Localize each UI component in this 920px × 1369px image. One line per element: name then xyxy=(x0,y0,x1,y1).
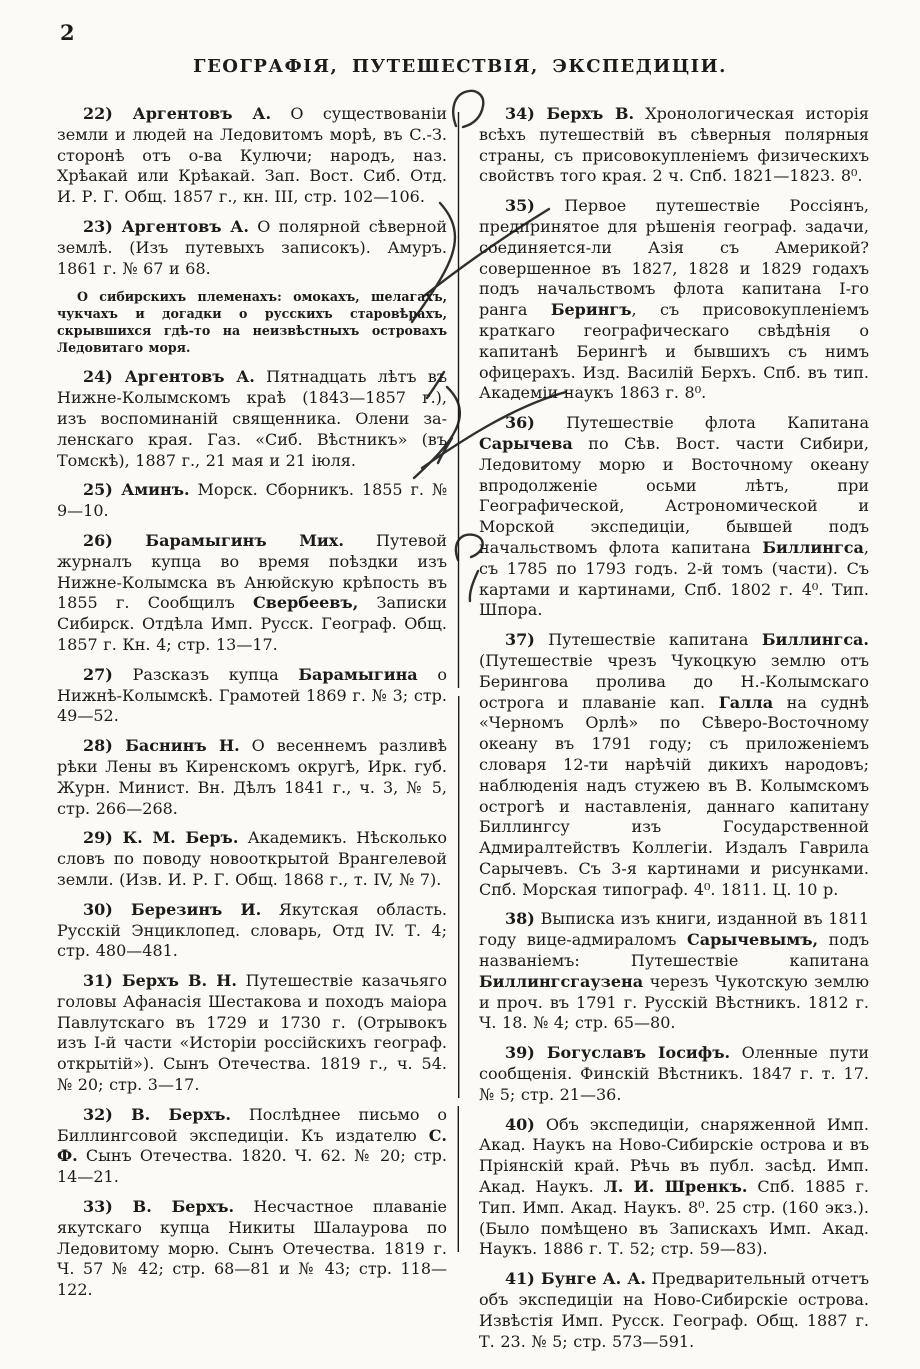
right-column xyxy=(479,104,869,1361)
entry-22: 22) Аргентовъ А. О существованіи земли и людей на Ледовитомъ морѣ, въ С.-З. сторонѣ отъ о-ва Кулючи; народъ, наз. Хрѣакай или Крѣакай. Зап. Вост. Сиб. Отд. И. Р. Г. Общ. 1857 г., кн. III, стр. 102—106. xyxy=(57,104,448,207)
entry-35: 35) Первое путешествіе Россіянъ, предпринятое для рѣшенія географ. задачи, соединяется-ли Азія съ Америкой? совершенное въ 1827, 1828 и 1829 годахъ подъ начальствомъ флота капитана I-го ранга Берингъ, съ присовокупленіемъ краткаго географическаго свѣдѣнія о капитанѣ Берингѣ и бывшихъ съ нимъ офицерахъ. Изд. Василій Берхъ. Спб. въ тип. Академіи наукъ 1863 г. 8⁰. xyxy=(479,196,870,403)
entry-24: 24) Аргентовъ А. Пятнадцать лѣтъ въ Нижне-Колымскомъ краѣ (1843—1857 г.), изъ воспоминаній священника. Олени за-ленскаго края. Газ. «Сиб. Вѣстникъ» (въ Томскѣ), 1887 г., 21 мая и 21 іюля. xyxy=(57,367,447,470)
note-note-23: О сибирскихъ племенахъ: омокахъ, шелагахъ, чукчахъ и догадки о русскихъ старовѣрахъ, скрывшихся гдѣ-то на неизвѣстныхъ островахъ Ледовитаго моря. xyxy=(57,289,447,356)
entry-25: 25) Аминъ. Морск. Сборникъ. 1855 г. № 9—10. xyxy=(57,480,447,521)
entry-31: 31) Берхъ В. Н. Путешествіе казачьяго головы Афанасія Шестакова и походъ маіора Павлутскаго въ 1729 и 1730 г. (Отрывокъ изъ I-й части «Исторіи россійскихъ географ. открытій»). Сынъ Отечества. 1819 г., ч. 54. № 20; стр. 3—17. xyxy=(57,971,447,1095)
entry-34: 34) Берхъ В. Хронологическая исторія всѣхъ путешествій въ сѣверныя полярныя страны, съ присовокупленіемъ физическихъ свойствъ того края. 2 ч. Спб. 1821—1823. 8⁰. xyxy=(479,104,870,186)
entry-37: 37) Путешествіе капитана Биллингса. (Путешествіе чрезъ Чукоцкую землю отъ Берингова пролива до Н.-Колымскаго острога и плаваніе кап. Галла на суднѣ «Черномъ Орлѣ» по Сѣверо-Восточному океану въ 1791 году; съ приложеніемъ словаря 12-ти нарѣчій дикихъ народовъ; наблюденія надъ стужею въ В. Колымскомъ острогѣ и наставленія, даннаго капитану Биллингсу изъ Государственной Адмиралтействъ Коллегіи. Издалъ Гаврила Сарычевъ. Съ 3-я картинами и рисунками. Спб. Морская типограф. 4⁰. 1811. Ц. 10 р. xyxy=(479,630,870,899)
entry-36: 36) Путешествіе флота Капитана Сарычева по Сѣв. Вост. части Сибири, Ледовитому морю и Восточному океану впродолженіе осьми лѣтъ, при Географической, Астрономической и Морской экспедиціи, бывшей подъ начальствомъ флота капитана Биллингса, съ 1785 по 1793 годъ. 2-й томъ (части). Съ картами и картинами, Спб. 1802 г. 4⁰. Тип. Шпора. xyxy=(479,413,869,620)
entry-26: 26) Барамыгинъ Мих. Путевой журналъ купца во время поѣздки изъ Нижне-Колымска въ Анюйскую крѣпость въ 1855 г. Сообщилъ Свербеевъ, Записки Сибирск. Отдѣла Имп. Русск. Географ. Общ. 1857 г. Кн. 4; стр. 13—17. xyxy=(57,530,448,654)
entry-40: 40) Объ экспедиціи, снаряженной Имп. Акад. Наукъ на Ново-Сибирскіе острова и въ Пріянскій край. Рѣчь въ публ. засѣд. Имп. Акад. Наукъ. Л. И. Шренкъ. Спб. 1885 г. Тип. Имп. Акад. Наукъ. 8⁰. 25 стр. (160 экз.). (Было помѣщено въ Запискахъ Имп. Акад. Наукъ. 1886 г. Т. 52; стр. 59—83). xyxy=(479,1114,870,1259)
entry-27: 27) Разсказъ купца Барамыгина о Нижнѣ-Колымскѣ. Грамотей 1869 г. № 3; стр. 49—52. xyxy=(57,664,447,726)
page-title: ГЕОГРАФІЯ, ПУТЕШЕСТВІЯ, ЭКСПЕДИЦІИ. xyxy=(193,56,727,77)
entry-41: 41) Бунге А. А. Предварительный отчетъ объ экспедиціи на Ново-Сибирскіе острова. Извѣстія Имп. Русск. Географ. Общ. 1887 г. Т. 23. № 5; стр. 573—591. xyxy=(479,1269,869,1351)
entry-32: 32) В. Берхъ. Послѣднее письмо о Биллингсовой экспедиціи. Къ издателю С. Ф. Сынъ Отечества. 1820. Ч. 62. № 20; стр. 14—21. xyxy=(57,1104,447,1187)
entry-28: 28) Баснинъ Н. О весеннемъ разливѣ рѣки Лены въ Киренскомъ округѣ, Ирк. губ. Журн. Минист. Вн. Дѣлъ 1841 г., ч. 3, № 5, стр. 266—268. xyxy=(57,736,447,818)
entry-38: 38) Выписка изъ книги, изданной въ 1811 году вице-адмираломъ Сарычевымъ, подъ названіемъ: Путешествіе капитана Биллингсгаузена черезъ Чукотскую землю и проч. въ 1791 г. Русскій Вѣстникъ. 1812 г. Ч. 18. № 4; стр. 65—80. xyxy=(479,909,869,1033)
entry-29: 29) К. М. Беръ. Академикъ. Нѣсколько словъ по поводу новооткрытой Врангелевой земли. (Изв. И. Р. Г. Общ. 1868 г., т. IV, № 7). xyxy=(57,828,447,889)
entry-23: 23) Аргентовъ А. О полярной сѣверной землѣ. (Изъ путевыхъ записокъ). Амуръ. 1861 г. № 67 и 68. xyxy=(57,216,448,278)
entry-33: 33) В. Берхъ. Несчастное плаваніе якутскаго купца Никиты Шалаурова по Ледовитому морю. Сынъ Отечества. 1819 г. Ч. 57 № 42; стр. 68—81 и № 43; стр. 118—122. xyxy=(57,1197,447,1300)
entry-30: 30) Березинъ И. Якутская область. Русскій Энциклопед. словарь, Отд IV. Т. 4; стр. 480—481. xyxy=(57,899,447,961)
page-number: 2 xyxy=(60,20,75,45)
bibliography-columns xyxy=(57,104,869,1361)
entry-39: 39) Богуславъ Іосифъ. Оленные пути сообщенія. Финскій Вѣстникъ. 1847 г. т. 17. № 5; стр. 21—36. xyxy=(479,1043,870,1104)
left-column xyxy=(57,104,447,1361)
